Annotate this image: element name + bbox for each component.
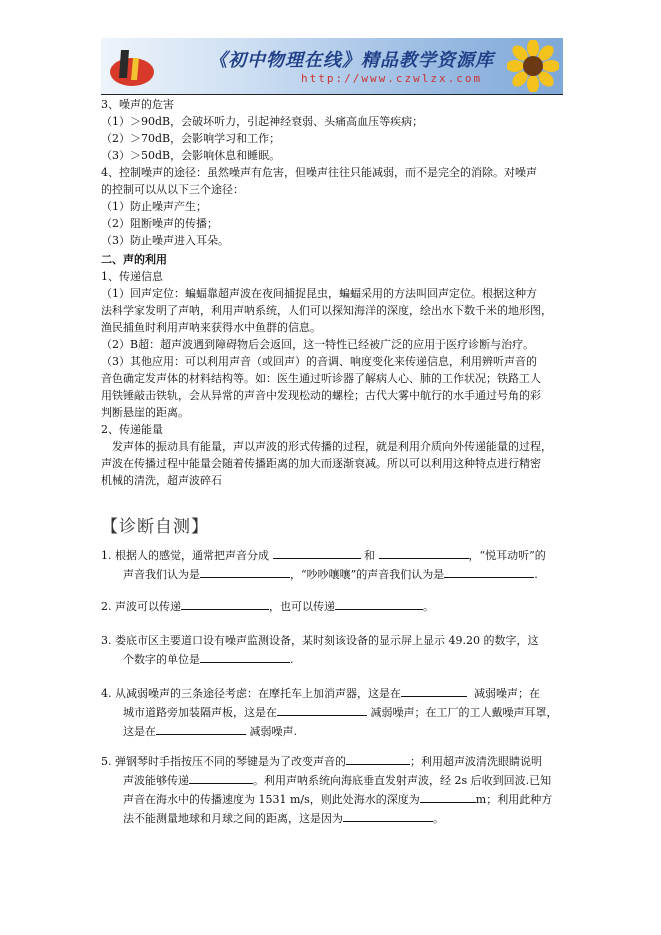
q3-blank-1[interactable] — [200, 650, 290, 663]
text-line: 用铁锤敲击铁轨，会从异常的声音中发现松动的螺栓；古代大雾中航行的水手通过号角的彩 — [101, 389, 541, 402]
q1-text-e: ，“吵吵嚷嚷”的声音我们认为是 — [290, 568, 445, 581]
sunflower-icon — [507, 40, 559, 92]
text-line: 发声体的振动具有能量，声以声波的形式传播的过程，就是利用介质向外传递能量的过程， — [101, 440, 552, 453]
text-line: 的控制可以从以下三个途径： — [101, 183, 244, 196]
section-sound-use — [101, 251, 561, 489]
text-line: （3）＞50dB，会影响休息和睡眠。 — [101, 149, 281, 162]
text-line: （2）B超：超声波遇到障碍物后会返回，这一特性已经被广泛的应用于医疗诊断与治疗。 — [101, 338, 535, 351]
q5-text-f: m；利用此种方 — [475, 793, 553, 806]
section-noise — [101, 96, 561, 249]
q2-blank-2[interactable] — [335, 597, 423, 610]
question-4 — [101, 684, 561, 741]
q2-text-b: ，也可以传递 — [269, 600, 335, 613]
q4-text-d: 减弱噪声；在工厂的工人戴噪声耳罩， — [370, 706, 558, 719]
q5-text-d: 。利用声呐系统向海底垂直发射声波，经 2s 后收到回波.已知 — [253, 774, 552, 787]
q5-blank-1[interactable] — [346, 752, 410, 765]
q1-text-f: . — [534, 568, 538, 581]
q2-text-c: 。 — [423, 600, 434, 613]
q5-text-a: 5. 弹钢琴时手指按压不同的琴键是为了改变声音的 — [101, 755, 346, 768]
q3-text-a: 3. 娄底市区主要道口设有噪声监测设备，某时刻该设备的显示屏上显示 49.20 的数字，这 — [101, 634, 539, 647]
q1-blank-1[interactable] — [273, 546, 361, 559]
q1-text-a: 1. 根据人的感觉，通常把声音分成 — [101, 549, 269, 562]
text-line: 4、控制噪声的途径：虽然噪声有危害，但噪声往往只能减弱，而不是完全的消除。对噪声 — [101, 166, 537, 179]
header-rule — [101, 94, 563, 95]
q5-blank-3[interactable] — [420, 790, 476, 803]
text-line: （1）回声定位：蝙蝠靠超声波在夜间捕捉昆虫，蝙蝠采用的方法叫回声定位。根据这种方 — [101, 287, 537, 300]
text-line: 声波在传播过程中能量会随着传播距离的加大而逐渐衰减。所以可以利用这种特点进行精密 — [101, 457, 541, 470]
section-heading: 二、声的利用 — [101, 253, 167, 266]
question-5 — [101, 752, 561, 828]
q4-blank-1[interactable] — [401, 684, 467, 697]
header-banner — [101, 38, 563, 94]
q5-text-h: 。 — [433, 812, 444, 825]
text-line: （3）其他应用：可以利用声音（或回声）的音调、响度变化来传递信息，利用辨听声音的 — [101, 355, 537, 368]
text-line: 音色确定发声体的材料结构等。如：医生通过听诊器了解病人心、肺的工作状况；铁路工人 — [101, 372, 541, 385]
q4-text-a: 4. 从减弱噪声的三条途径考虑：在摩托车上加消声器，这是在 — [101, 687, 401, 700]
q5-blank-4[interactable] — [343, 809, 433, 822]
q5-text-b: ；利用超声波清洗眼睛说明 — [410, 755, 542, 768]
diagnosis-heading: 【诊断自测】 — [101, 517, 209, 537]
q5-text-e: 声音在海水中的传播速度为 1531 m/s，则此处海水的深度为 — [123, 793, 420, 806]
text-line: 判断悬崖的距离。 — [101, 406, 189, 419]
text-line: （2）阻断噪声的传播； — [101, 217, 218, 230]
q1-text-d: 声音我们认为是 — [123, 568, 200, 581]
q2-blank-1[interactable] — [181, 597, 269, 610]
text-line: 2、传递能量 — [101, 423, 163, 436]
question-2 — [101, 597, 561, 616]
q1-text-c: ，“悦耳动听”的 — [468, 549, 546, 562]
text-line: 1、传递信息 — [101, 270, 163, 283]
q5-text-g: 法不能测量地球和月球之间的距离，这是因为 — [123, 812, 343, 825]
text-line: （1）＞90dB，会破坏听力，引起神经衰弱、头痛高血压等疾病； — [101, 115, 424, 128]
banner-title: 《初中物理在线》精品教学资源库 — [209, 50, 494, 71]
q3-text-c: . — [290, 653, 294, 666]
q4-text-c: 城市道路旁加装隔声板，这是在 — [123, 706, 277, 719]
text-line: 3、噪声的危害 — [101, 98, 174, 111]
text-line: （3）防止噪声进入耳朵。 — [101, 234, 229, 247]
text-line: 机械的清洗，超声波碎石 — [101, 474, 222, 487]
q4-text-e: 这是在 — [123, 725, 156, 738]
banner-url[interactable]: http://www.czwlzx.com — [301, 72, 483, 85]
q5-text-c: 声波能够传递 — [123, 774, 189, 787]
q1-blank-3[interactable] — [200, 565, 290, 578]
text-line: 渔民捕鱼时利用声呐来获得水中鱼群的信息。 — [101, 321, 321, 334]
text-line: 法科学家发明了声呐，利用声呐系统，人们可以探知海洋的深度，绘出水下数千米的地形图， — [101, 304, 552, 317]
q3-text-b: 个数字的单位是 — [123, 653, 200, 666]
q5-blank-2[interactable] — [189, 771, 253, 784]
q4-blank-3[interactable] — [156, 722, 246, 735]
q4-blank-2[interactable] — [277, 703, 367, 716]
logo-icon — [107, 44, 157, 90]
text-line: （2）＞70dB，会影响学习和工作； — [101, 132, 281, 145]
question-1 — [101, 546, 561, 584]
q4-text-b: 减弱噪声；在 — [474, 687, 540, 700]
q1-text-b: 和 — [364, 549, 375, 562]
q2-text-a: 2. 声波可以传递 — [101, 600, 181, 613]
q4-text-f: 减弱噪声. — [249, 725, 297, 738]
text-line: （1）防止噪声产生； — [101, 200, 207, 213]
q1-blank-2[interactable] — [379, 546, 469, 559]
q1-blank-4[interactable] — [444, 565, 534, 578]
question-3 — [101, 631, 561, 669]
